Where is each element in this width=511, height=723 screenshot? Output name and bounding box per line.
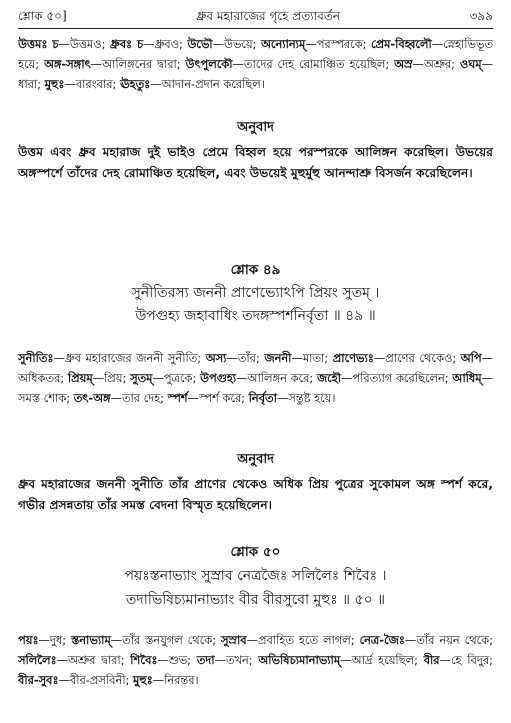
synonym-term: অঙ্গ-সঙ্গাৎ (44, 57, 91, 71)
synonym-meaning: বারংবার; (75, 77, 120, 91)
synonym-meaning: পরিত্যাগ করেছিলেন; (352, 371, 453, 385)
synonym-term: স্তনাভ্যাম্ (71, 633, 111, 647)
synonym-meaning: পুত্রকে; (163, 371, 201, 385)
synonym-term: ঊহতুঃ (119, 77, 151, 91)
synonyms-50: পয়ঃ—দুধ; স্তনাভ্যাম্—তাঁর স্তনযুগল থেকে; সুস্রাব—প্রবাহিত হতে লাগল; নেত্র-জৈঃ—তাঁর নয়ন থেকে; সলিলৈঃ—অশ্রুর দ্বারা; শিবৈঃ—শুভ; তদা—তখন; অভিষিচ্যমানাভ্যাম্—আর্দ্র হয়েছিল; বীর—হে বিদুর; বীর-সুবঃ—বীর-প্রসবিনী; মুহুঃ—নিরন্তর। (18, 633, 493, 687)
synonym-term: পয়ঃ (18, 633, 39, 647)
synonym-meaning: তাঁর নয়ন থেকে; (416, 633, 493, 647)
synonym-term: সুস্রাব (221, 633, 247, 647)
synonym-term: তদা (196, 653, 215, 667)
synonym-term: আধিম্ (452, 371, 482, 385)
verse-49-line-2: উপগুহ্য জহাবাধিং তদঙ্গস্পর্শনির্বৃতা ॥ ৪৯ ॥ (135, 308, 376, 324)
synonym-meaning: অধিকতর; (18, 371, 68, 385)
synonym-term: উপগুহ্য (200, 371, 237, 385)
synonym-term: অস্য (205, 351, 227, 365)
synonym-meaning: দুধ; (49, 633, 72, 647)
synonym-meaning: স্নেহাভিভূত হয়ে; (18, 37, 494, 71)
synonym-meaning: সন্তুষ্ট হয়ে। (288, 391, 336, 405)
synonym-term: মুহুঃ (44, 77, 65, 91)
translation-48: উত্তম এবং ধ্রুব মহারাজ দুই ভাইও প্রেমে বিহ্বল হয়ে পরস্পরকে আলিঙ্গন করেছিল। উভয়ের অঙ্গস্পর্শে তাঁদের দেহ রোমাঞ্চিত হয়েছিল, এবং উভয়েই মুহুর্মুহু আনন্দাশ্রু বিসর্জন করেছিলেন। (18, 145, 493, 180)
synonym-meaning: ধ্রুব মহারাজের জননী সুনীতি; (64, 351, 206, 365)
verse-label-50: শ্লোক ৫০ (230, 544, 281, 560)
header-title: ধ্রুব মহারাজের গৃহে প্রত্যাবর্তন (196, 9, 341, 23)
synonym-meaning: স্পর্শ করে; (198, 391, 249, 405)
synonym-meaning: আদান-প্রদান করেছিল। (161, 77, 265, 91)
synonym-term: স্পর্শ (167, 391, 188, 405)
synonym-meaning: তার দেহ; (121, 391, 168, 405)
verse-49-line-1: সুনীতিরস্য জননী প্রাণেভ্যোঽপি প্রিয়ং সুতম্ । (131, 285, 380, 301)
synonym-term: শিবৈঃ (130, 653, 158, 667)
synonym-meaning: অশ্রুর দ্বারা; (68, 653, 131, 667)
synonym-meaning: তাদের দেহ রোমাঞ্চিত হয়েছিল; (243, 57, 395, 71)
synonym-term: অপি (460, 351, 482, 365)
synonyms-49: সুনীতিঃ—ধ্রুব মহারাজের জননী সুনীতি; অস্য—তাঁর; জননী—মাতা; প্রাণেভ্যঃ—প্রাণের থেকেও; অপি—অধিকতর; প্রিয়ম্—প্রিয়; সুতম্—পুত্রকে; উপগুহ্য—আলিঙ্গন করে; জহৌ—পরিত্যাগ করেছিলেন; আধিম্—সমস্ত শোক; তৎ-অঙ্গ—তার দেহ; স্পর্শ—স্পর্শ করে; নির্বৃতা—সন্তুষ্ট হয়ে। (18, 351, 494, 405)
synonym-meaning: প্রিয়; (104, 371, 131, 385)
synonym-meaning: সমস্ত শোক; (18, 391, 74, 405)
synonym-term: অন্যোন্যম্ (261, 37, 306, 51)
synonym-meaning: আলিঙ্গন করে; (247, 371, 317, 385)
verse-label-49: শ্লোক ৪৯ (230, 262, 281, 278)
synonym-meaning: হে বিদুর; (450, 653, 493, 667)
synonym-term: অস্র (394, 57, 413, 71)
verse-50-line-1: পয়ঃস্তনাভ্যাং সুস্রাব নেত্রজৈঃ সলিলৈঃ শিবৈঃ । (124, 568, 387, 584)
synonym-term: বীর-সুবঃ (18, 673, 59, 687)
verse-50-line-2: তদাভিষিচ্যমানাভ্যাং বীর বীরসুবো মুহুঃ ॥ ৫০ ॥ (125, 592, 386, 608)
header-verse-ref: শ্লোক ৫০] (18, 9, 67, 23)
synonym-term: তৎ-অঙ্গ (73, 391, 111, 405)
synonym-meaning: অশ্রুর; (423, 57, 460, 71)
synonym-meaning: তাঁর স্তনযুগল থেকে; (122, 633, 222, 647)
synonym-term: প্রেম-বিহ্বলৌ (370, 37, 432, 51)
synonym-term: বীর (423, 653, 440, 667)
synonym-term: উভৌ (187, 37, 213, 51)
synonym-meaning: ধারা; (18, 77, 45, 91)
synonym-term: সুতম্ (130, 371, 153, 385)
synonym-meaning: পরস্পরকে; (316, 37, 371, 51)
synonym-term: জহৌ (316, 371, 341, 385)
synonym-term: ওঘম্ (459, 57, 482, 71)
synonym-meaning: আর্দ্র হয়েছিল; (351, 653, 424, 667)
synonym-term: নেত্র-জৈঃ (359, 633, 405, 647)
synonym-meaning: মাতা; (302, 351, 333, 365)
synonym-meaning: প্রবাহিত হতে লাগল; (258, 633, 360, 647)
synonym-term: সুনীতিঃ (18, 351, 54, 365)
synonym-term: অভিষিচ্যমানাভ্যাম্ (258, 653, 341, 667)
synonym-meaning: তাঁর; (237, 351, 265, 365)
synonym-meaning: আলিঙ্গনের দ্বারা; (102, 57, 186, 71)
synonyms-48: উত্তমঃ চ—উত্তমও; ধ্রুবঃ চ—ধ্রুবও; উভৌ—উভয়ে; অন্যোন্যম্—পরস্পরকে; প্রেম-বিহ্বলৌ—স্নেহাভিভূত হয়ে; অঙ্গ-সঙ্গাৎ—আলিঙ্গনের দ্বারা; উৎপুলকৌ—তাদের দেহ রোমাঞ্চিত হয়েছিল; অস্র—অশ্রুর; ওঘম্—ধারা; মুহুঃ—বারংবার; ঊহতুঃ—আদান-প্রদান করেছিল। (18, 37, 494, 91)
synonym-term: প্রিয়ম্ (67, 371, 93, 385)
synonym-meaning: উত্তমও; (69, 37, 111, 51)
page-header (18, 8, 493, 29)
page-number: ৩৯৯ (469, 9, 493, 23)
synonym-meaning: ধ্রুবও; (154, 37, 188, 51)
translation-49: ধ্রুব মহারাজের জননী সুনীতি তাঁর প্রাণের থেকেও অধিক প্রিয় পুত্রের সুকোমল অঙ্গ স্পর্শ করে, গভীর প্রসন্নতায় তাঁর সমস্ত বেদনা বিস্মৃত হয়েছিলেন। (18, 477, 493, 512)
synonym-meaning: বীর-প্রসবিনী; (69, 673, 134, 687)
synonym-term: উত্তমঃ চ (18, 37, 59, 51)
synonym-term: প্রাণেভ্যঃ (332, 351, 374, 365)
synonym-term: উৎপুলকৌ (185, 57, 233, 71)
synonym-term: নির্বৃতা (248, 391, 277, 405)
synonym-meaning: নিরন্তর। (164, 673, 199, 687)
synonym-meaning: শুভ; (168, 653, 197, 667)
translation-heading-48: অনুবাদ (237, 120, 274, 135)
translation-heading-49: অনুবাদ (237, 452, 274, 467)
synonym-meaning: তখন; (226, 653, 259, 667)
synonym-term: ধ্রুবঃ চ (110, 37, 144, 51)
synonym-meaning: উভয়ে; (223, 37, 262, 51)
synonym-term: সলিলৈঃ (18, 653, 57, 667)
synonym-term: মুহুঃ (133, 673, 153, 687)
synonym-term: জননী (264, 351, 292, 365)
synonym-meaning: প্রাণের থেকেও; (385, 351, 461, 365)
